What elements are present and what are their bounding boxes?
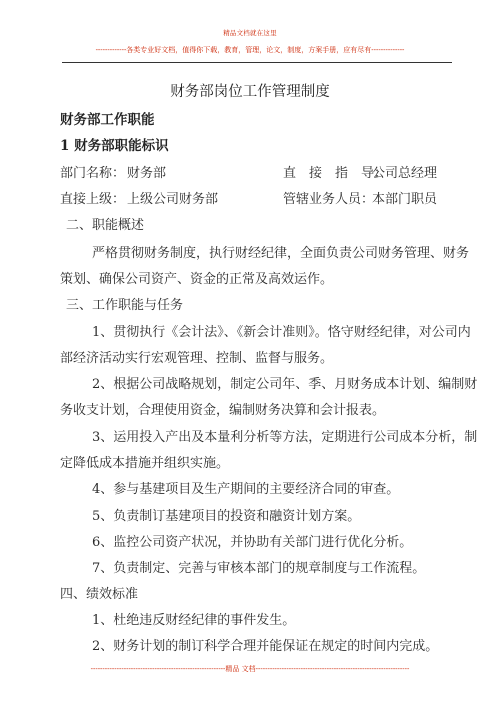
duty-item-cont: 务收支计划，合理使用资金，编制财务决算和会计报表。 [60,403,386,418]
duty-item: 1、贯彻执行《会计法》、《新会计准则》。恪守财经纪律，对公司内 [92,325,471,340]
overview-text-line: 策划、确保公司资产、资金的正常及高效运作。 [60,272,334,287]
superior-value: 上级公司财务部 [127,192,219,207]
subsection-heading: 1 财务部职能标识 [60,138,169,154]
header-divider [62,62,452,63]
duty-item: 3、运用投入产出及本量利分析等方法，定期进行公司成本分析，制 [92,430,478,445]
kpi-item: 1、杜绝违反财经纪律的事件发生。 [92,613,296,628]
duty-item: 7、负责制定、完善与审核本部门的规章制度与工作流程。 [92,561,426,576]
duties-heading: 三、工作职能与任务 [66,298,184,313]
section-heading: 财务部工作职能 [60,112,155,128]
staff-value: 本部门职员 [372,192,438,207]
guide-label: 直 接 指 导： [283,166,388,181]
footer-banner: ---------------------------------------------------------精品 文档----------------------------------------------------------------- [90,665,410,673]
duty-item: 4、参与基建项目及生产期间的主要经济合同的审查。 [92,482,400,497]
kpi-item: 2、财务计划的制订科学合理并能保证在规定的时间内完成。 [92,639,439,654]
overview-heading: 二、职能概述 [66,218,145,233]
duty-item-cont: 部经济活动实行宏观管理、控制、监督与服务。 [60,351,334,366]
guide-value: 公司总经理 [372,166,438,181]
header-top-text: 精品文档就在这里 [223,29,277,37]
duty-item: 5、负责制订基建项目的投资和融资计划方案。 [92,509,361,524]
kpi-heading: 四、绩效标准 [60,587,139,602]
document-title: 财务部岗位工作管理制度 [170,84,330,100]
duty-item: 6、监控公司资产状况，并协助有关部门进行优化分析。 [92,535,413,550]
superior-label: 直接上级： [60,192,126,207]
overview-text-line: 严格贯彻财务制度，执行财经纪律，全面负责公司财务管理、财务 [92,246,470,261]
header-banner: -------------各类专业好文档，值得你下载，教育，管理，论文，制度，方案手册，应有尽有-------------- [95,46,405,54]
duty-item: 2、根据公司战略规划，制定公司年、季、月财务成本计划、编制财 [92,377,478,392]
dept-label: 部门名称： [60,166,126,181]
duty-item-cont: 定降低成本措施并组织实施。 [60,456,230,471]
staff-label: 管辖业务人员： [283,192,375,207]
dept-value: 财务部 [127,166,167,181]
